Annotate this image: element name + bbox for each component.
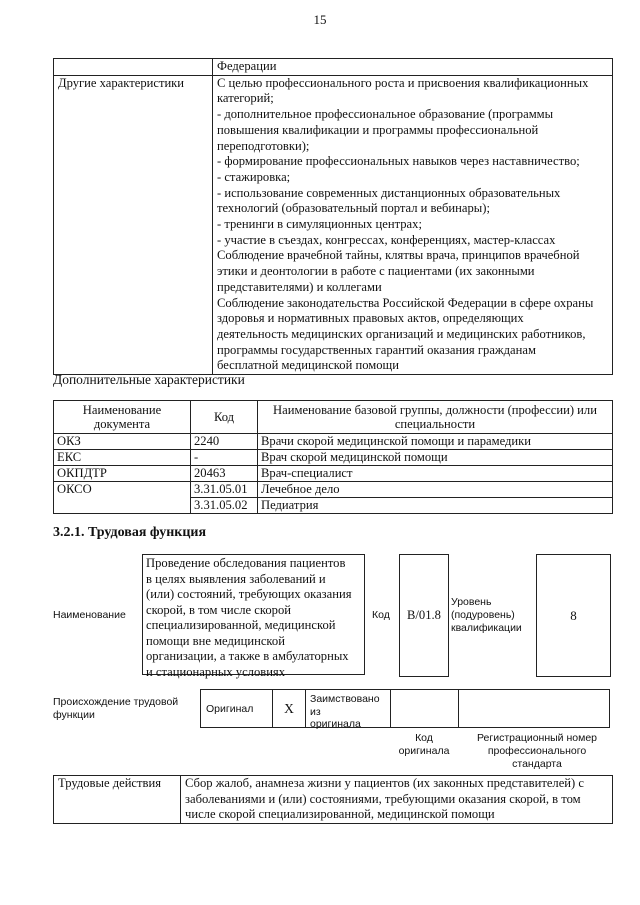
labor-actions-table	[53, 775, 613, 824]
code-cell: -	[191, 450, 258, 466]
doc-cell: ОКСО	[54, 482, 191, 514]
text-line: этики и деонтологии в работе с пациентами (их законными	[217, 264, 535, 279]
function-code-box: B/01.8	[399, 554, 449, 677]
table-row	[54, 466, 613, 482]
text-line: в целях выявления заболеваний и	[146, 571, 326, 586]
original-code-caption: Код оригинала	[398, 732, 450, 757]
text-line: переподготовки);	[217, 138, 310, 153]
text-line: Соблюдение врачебной тайны, клятвы врача, принципов врачебной	[217, 248, 580, 263]
characteristics-table	[53, 58, 613, 375]
doc-cell: ОКЗ	[54, 434, 191, 450]
original-code-cell	[391, 690, 459, 727]
original-cell	[201, 690, 273, 727]
original-label: Оригинал	[206, 702, 254, 715]
text-line: скорой, в том числе скорой	[146, 602, 291, 617]
labor-actions-label: Трудовые действия	[54, 776, 181, 824]
text-line: организации, а также в амбулаторных	[146, 649, 349, 663]
name-cell: Врач скорой медицинской помощи	[258, 450, 613, 466]
text-line: Сбор жалоб, анамнеза жизни у пациентов (их законных представителей) с	[185, 776, 584, 790]
text-line: Соблюдение законодательства Российской Федерации в сфере охраны	[217, 295, 594, 310]
text-line: представителями) и коллегами	[217, 279, 382, 294]
text-line: бесплатной медицинской помощи	[217, 358, 399, 373]
table-row	[54, 434, 613, 450]
text-line: и стационарных условиях	[146, 664, 286, 679]
name-cell: Лечебное дело	[258, 482, 613, 498]
page-number: 15	[313, 12, 327, 27]
text-line: технологий (образовательный портал и вебинары);	[217, 201, 490, 216]
header-group: Наименование базовой группы, должности (профессии) или специальности	[258, 401, 613, 434]
text-line: специализированной, медицинской	[146, 618, 336, 632]
code-label: Код	[372, 609, 390, 621]
labor-actions-text	[181, 776, 613, 824]
code-cell: 20463	[191, 466, 258, 482]
level-value-box: 8	[536, 554, 611, 677]
name-cell: Педиатрия	[258, 498, 613, 514]
registration-number-caption: Регистрационный номер профессионального стандарта	[477, 732, 597, 770]
text-line: С целью профессионального роста и присвоения квалификационных	[217, 75, 589, 90]
text-line: деятельность медицинских организаций и медицинских работников,	[217, 326, 586, 341]
other-characteristics-label: Другие характеристики	[54, 75, 213, 374]
function-name-box	[142, 554, 365, 679]
additional-characteristics-table	[53, 400, 613, 514]
code-cell: 2240	[191, 434, 258, 450]
section-title: 3.2.1. Трудовая функция	[53, 525, 207, 540]
name-cell: Врач-специалист	[258, 466, 613, 482]
text-line: (или) состояний, требующих оказания	[146, 587, 352, 601]
text-line: повышения квалификации и программы профессиональной	[217, 122, 539, 137]
header-document: Наименование документа	[54, 401, 191, 434]
borrowed-cell: Заимствовано из оригинала	[306, 690, 391, 727]
top-row-text: Федерации	[213, 59, 613, 76]
origin-label: Происхождение трудовой функции	[53, 696, 179, 721]
text-line: числе скорой специализированной, медицинской помощи	[185, 807, 495, 822]
text-line: заболеваниями и (или) состояниями, требующими оказания скорой, в том	[185, 791, 581, 806]
additional-characteristics-title: Дополнительные характеристики	[53, 372, 245, 387]
text-line: категорий;	[217, 91, 274, 106]
header-code: Код	[191, 401, 258, 434]
text-line: - тренинги в симуляционных центрах;	[217, 217, 422, 232]
text-line: - формирование профессиональных навыков через наставничество;	[217, 154, 580, 169]
doc-cell: ЕКС	[54, 450, 191, 466]
text-line: - дополнительное профессиональное образование (программы	[217, 107, 554, 122]
registration-number-cell	[459, 690, 609, 727]
code-cell: 3.31.05.01	[191, 482, 258, 498]
level-label: Уровень (подуровень) квалификации	[451, 596, 522, 634]
doc-cell: ОКПДТР	[54, 466, 191, 482]
empty-cell	[54, 59, 213, 76]
text-line: здоровья и нормативных правовых актов, определяющих	[217, 311, 524, 326]
table-row	[54, 482, 613, 498]
text-line: программы государственных гарантий оказания гражданам	[217, 342, 536, 357]
text-line: помощи вне медицинской	[146, 633, 285, 648]
text-line: - участие в съездах, конгрессах, конференциях, мастер-классах	[217, 232, 556, 247]
other-characteristics-text	[213, 75, 613, 374]
original-mark: X	[273, 690, 306, 727]
table-row	[54, 450, 613, 466]
text-line: Проведение обследования пациентов	[146, 556, 346, 570]
name-cell: Врачи скорой медицинской помощи и парамедики	[258, 434, 613, 450]
code-cell: 3.31.05.02	[191, 498, 258, 514]
origin-row	[200, 689, 610, 728]
text-line: - использование современных дистанционных образовательных	[217, 185, 561, 200]
text-line: - стажировка;	[217, 169, 291, 184]
name-label: Наименование	[53, 609, 126, 621]
